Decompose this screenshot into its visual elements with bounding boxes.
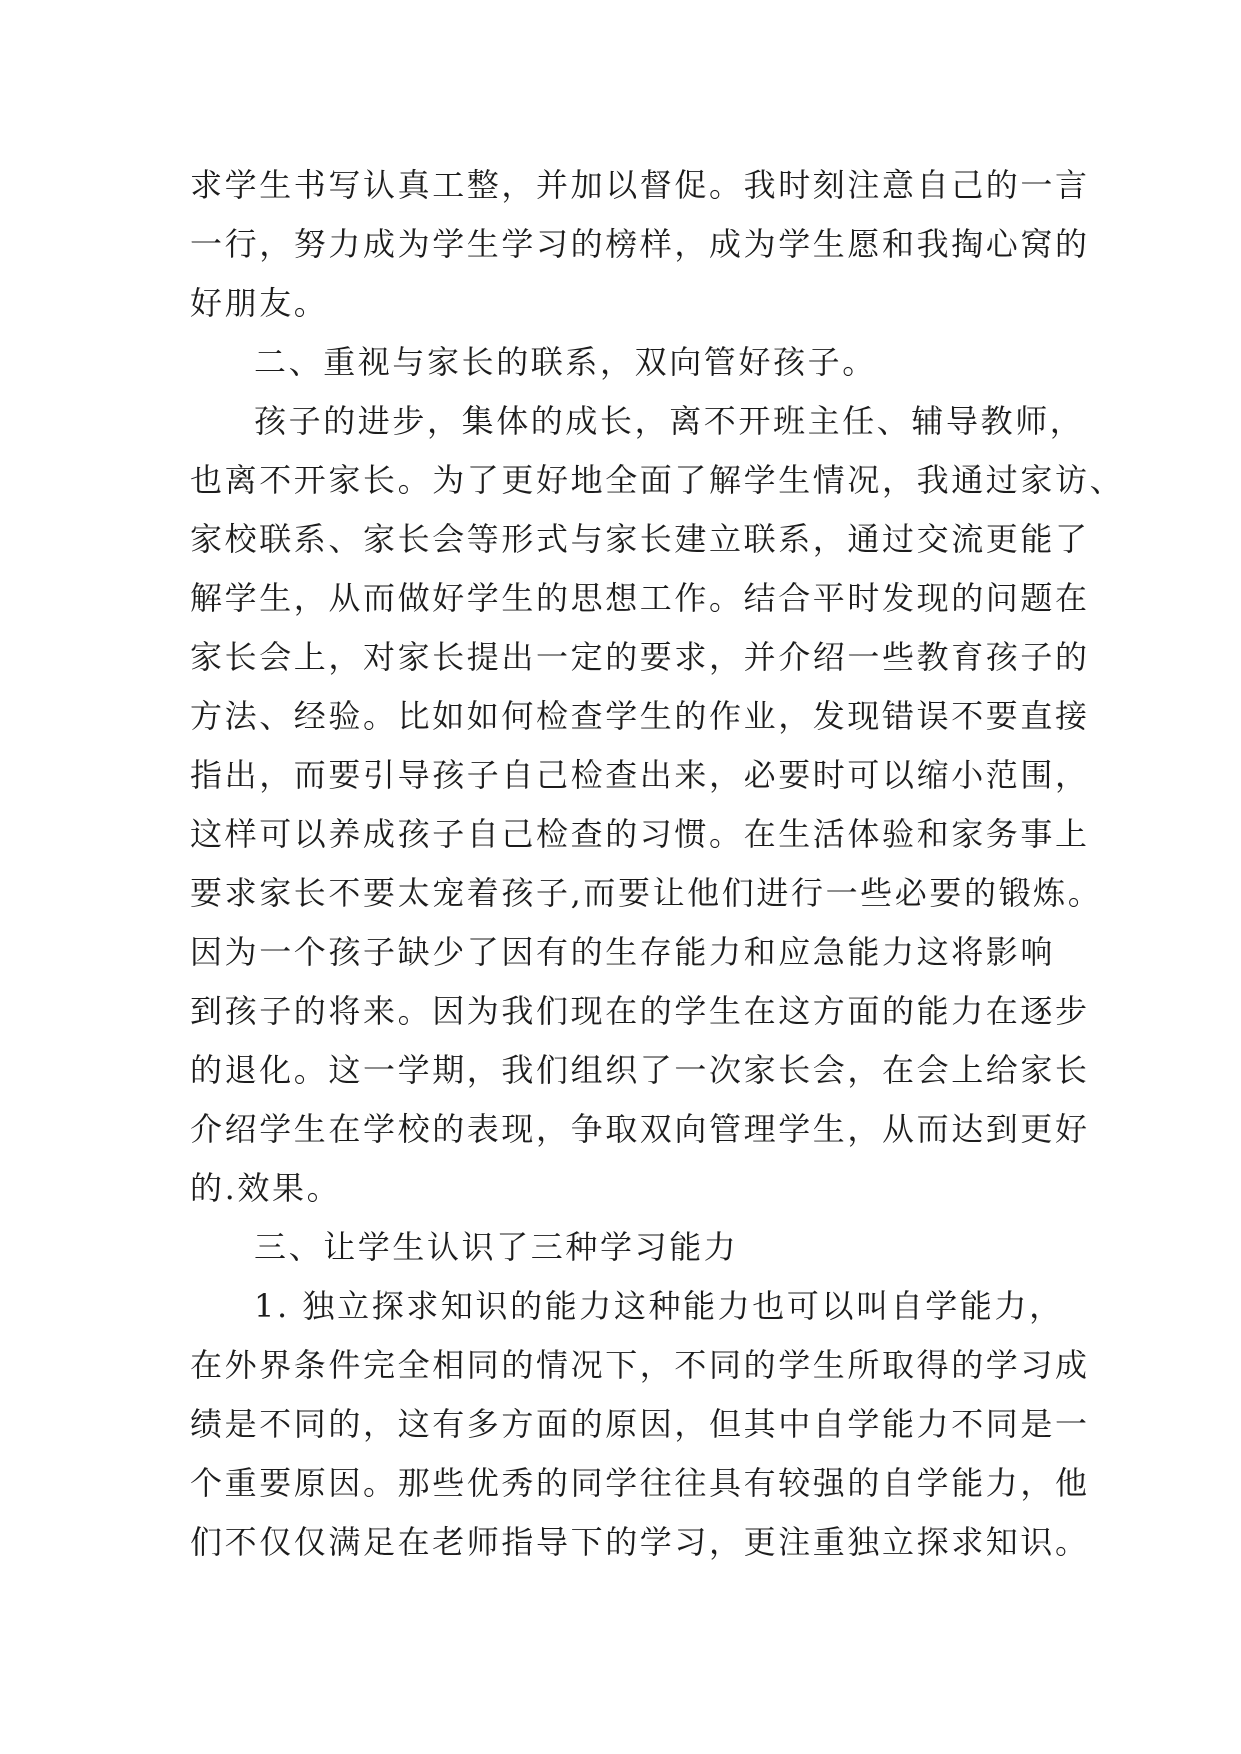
text-line: 一行，努力成为学生学习的榜样，成为学生愿和我掏心窝的 [190,225,1090,263]
text-line: 们不仅仅满足在老师指导下的学习，更注重独立探求知识。 [190,1523,1090,1561]
text-line: 到孩子的将来。因为我们现在的学生在这方面的能力在逐步 [190,992,1090,1030]
body-text [190,156,1125,1572]
text-line: 的.效果。 [190,1169,342,1207]
text-line: 好朋友。 [190,284,329,322]
text-line: 个重要原因。那些优秀的同学往往具有较强的自学能力，他 [190,1464,1090,1502]
text-line: 孩子的进步，集体的成长，离不开班主任、辅导教师， [254,402,1085,440]
text-line: 要求家长不要太宠着孩子,而要让他们进行一些必要的锻炼。 [190,874,1103,912]
numbered-item: 1. 独立探求知识的能力这种能力也可以叫自学能力， [254,1287,1064,1325]
text-line: 的退化。这一学期，我们组织了一次家长会，在会上给家长 [190,1051,1090,1089]
text-line: 家长会上，对家长提出一定的要求，并介绍一些教育孩子的 [190,638,1090,676]
text-line: 这样可以养成孩子自己检查的习惯。在生活体验和家务事上 [190,815,1090,853]
text-line: 家校联系、家长会等形式与家长建立联系，通过交流更能了 [190,520,1090,558]
text-line: 指出，而要引导孩子自己检查出来，必要时可以缩小范围， [190,756,1090,794]
text-line: 求学生书写认真工整，并加以督促。我时刻注意自己的一言 [190,166,1090,204]
section-heading-2: 二、重视与家长的联系，双向管好孩子。 [254,343,877,381]
text-line: 在外界条件完全相同的情况下，不同的学生所取得的学习成 [190,1346,1090,1384]
text-line: 介绍学生在学校的表现，争取双向管理学生，从而达到更好 [190,1110,1090,1148]
text-line: 也离不开家长。为了更好地全面了解学生情况，我通过家访、 [190,461,1125,499]
text-line: 解学生，从而做好学生的思想工作。结合平时发现的问题在 [190,579,1090,617]
text-line: 绩是不同的，这有多方面的原因，但其中自学能力不同是一 [190,1405,1090,1443]
text-line: 因为一个孩子缺少了因有的生存能力和应急能力这将影响 [190,933,1056,971]
section-heading-3: 三、让学生认识了三种学习能力 [254,1228,739,1266]
text-line: 方法、经验。比如如何检查学生的作业，发现错误不要直接 [190,697,1090,735]
